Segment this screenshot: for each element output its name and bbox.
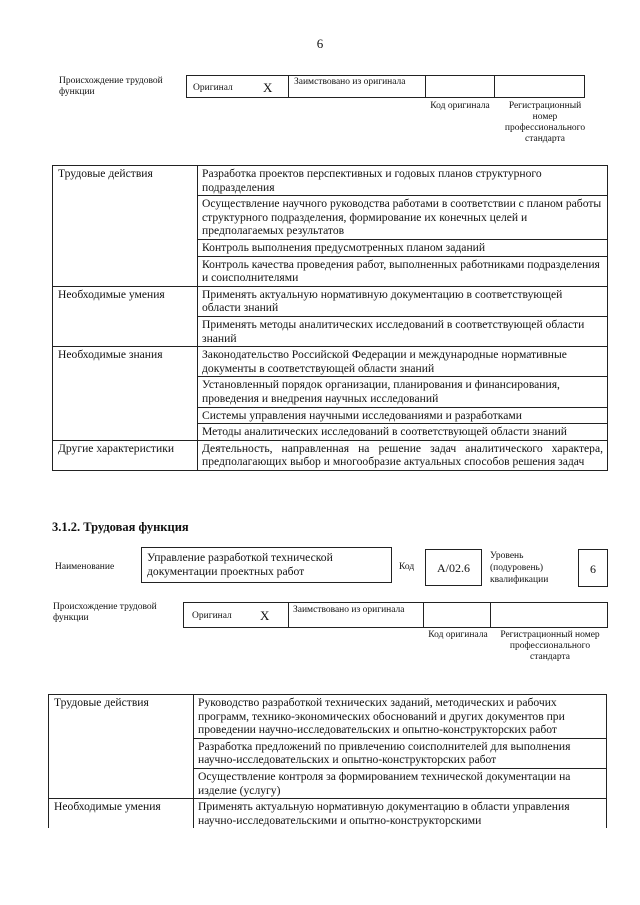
row-header: Необходимые умения <box>49 799 194 829</box>
table-cell: Применять актуальную нормативную документацию в соответствующей области знаний <box>198 286 608 316</box>
level-value: 6 <box>590 562 596 576</box>
table-row <box>53 347 608 377</box>
origin-reg-cell <box>494 76 584 97</box>
level-label: Уровень (подуровень) квалификации <box>490 551 549 585</box>
table-row <box>53 440 608 470</box>
function-name: Управление разработкой технической документации проектных работ <box>147 551 333 578</box>
table-cell: Деятельность, направленная на решение задач аналитического характера, предполагающих выбор и многообразие актуальных способов решения задач <box>198 440 608 470</box>
code-box <box>425 549 482 586</box>
origin-original-label: Оригинал <box>192 611 232 621</box>
origin-borrowed-cell <box>288 603 424 627</box>
table-cell: Контроль выполнения предусмотренных планом заданий <box>198 239 608 256</box>
row-header: Трудовые действия <box>53 166 198 287</box>
row-header: Другие характеристики <box>53 440 198 470</box>
row-header: Необходимые умения <box>53 286 198 346</box>
origin-borrowed-cell <box>288 76 426 97</box>
table-row <box>49 799 607 829</box>
origin-original-cell <box>187 76 289 97</box>
table-cell: Установленный порядок организации, планирования и финансирования, проведения и внедрения научных исследований <box>198 377 608 407</box>
table-cell: Руководство разработкой технических заданий, методических и рабочих программ, технико-экономических обоснований и других документов при проведении научно-исследовательских и опытно-конструкторских работ <box>194 695 607 739</box>
origin-original-label: Оригинал <box>193 83 233 93</box>
origin-original-cell <box>184 603 289 627</box>
table-cell: Системы управления научными исследованиями и разработками <box>198 407 608 424</box>
table-row <box>49 695 607 739</box>
origin-box <box>183 602 608 628</box>
origin-reg-cell <box>490 603 607 627</box>
origin-reg-caption: Регистрационный номер профессионального стандарта <box>504 101 586 144</box>
origin-label: Происхождение трудовой функции <box>53 602 157 623</box>
table-row <box>53 286 608 316</box>
origin-reg-caption: Регистрационный номер профессионального стандарта <box>500 630 600 662</box>
section-title: 3.1.2. Трудовая функция <box>52 520 189 534</box>
page-number: 6 <box>316 36 324 51</box>
origin-code-cell <box>425 76 495 97</box>
labor-table-2 <box>48 694 607 828</box>
name-label: Наименование <box>55 562 115 572</box>
table-cell: Осуществление контроля за формированием технической документации на изделие (услугу) <box>194 768 607 798</box>
table-cell: Применять актуальную нормативную документацию в области управления научно-исследовательскими и опытно-конструкторскими <box>194 799 607 829</box>
table-cell: Осуществление научного руководства работами в соответствии с планом работы структурного подразделения, формирование их конечных целей и предполагаемых результатов <box>198 196 608 240</box>
origin-borrowed-label: Заимствовано из оригинала <box>293 605 405 615</box>
table-cell: Разработка предложений по привлечению соисполнителей для выполнения научно-исследовательских и опытно-конструкторских работ <box>194 738 607 768</box>
origin-mark: X <box>263 80 273 95</box>
row-header: Необходимые знания <box>53 347 198 441</box>
origin-label: Происхождение трудовой функции <box>59 76 163 97</box>
table-row <box>53 166 608 196</box>
origin-box <box>186 75 585 98</box>
origin-borrowed-label: Заимствовано из оригинала <box>294 77 406 87</box>
table-cell: Контроль качества проведения работ, выполненных работниками подразделения и соисполнителями <box>198 256 608 286</box>
code-value: А/02.6 <box>437 561 470 575</box>
origin-mark: X <box>260 608 270 623</box>
origin-code-caption: Код оригинала <box>430 101 490 111</box>
function-name-box <box>141 547 392 583</box>
code-label: Код <box>399 562 415 572</box>
origin-code-cell <box>423 603 491 627</box>
table-cell: Разработка проектов перспективных и годовых планов структурного подразделения <box>198 166 608 196</box>
row-header: Трудовые действия <box>49 695 194 799</box>
labor-table-1 <box>52 165 608 471</box>
table-cell: Методы аналитических исследований в соответствующей области знаний <box>198 424 608 441</box>
table-cell: Законодательство Российской Федерации и международные нормативные документы в соответствующей области знаний <box>198 347 608 377</box>
table-cell: Применять методы аналитических исследований в соответствующей области знаний <box>198 316 608 346</box>
origin-code-caption: Код оригинала <box>428 630 488 640</box>
level-box <box>578 549 608 587</box>
